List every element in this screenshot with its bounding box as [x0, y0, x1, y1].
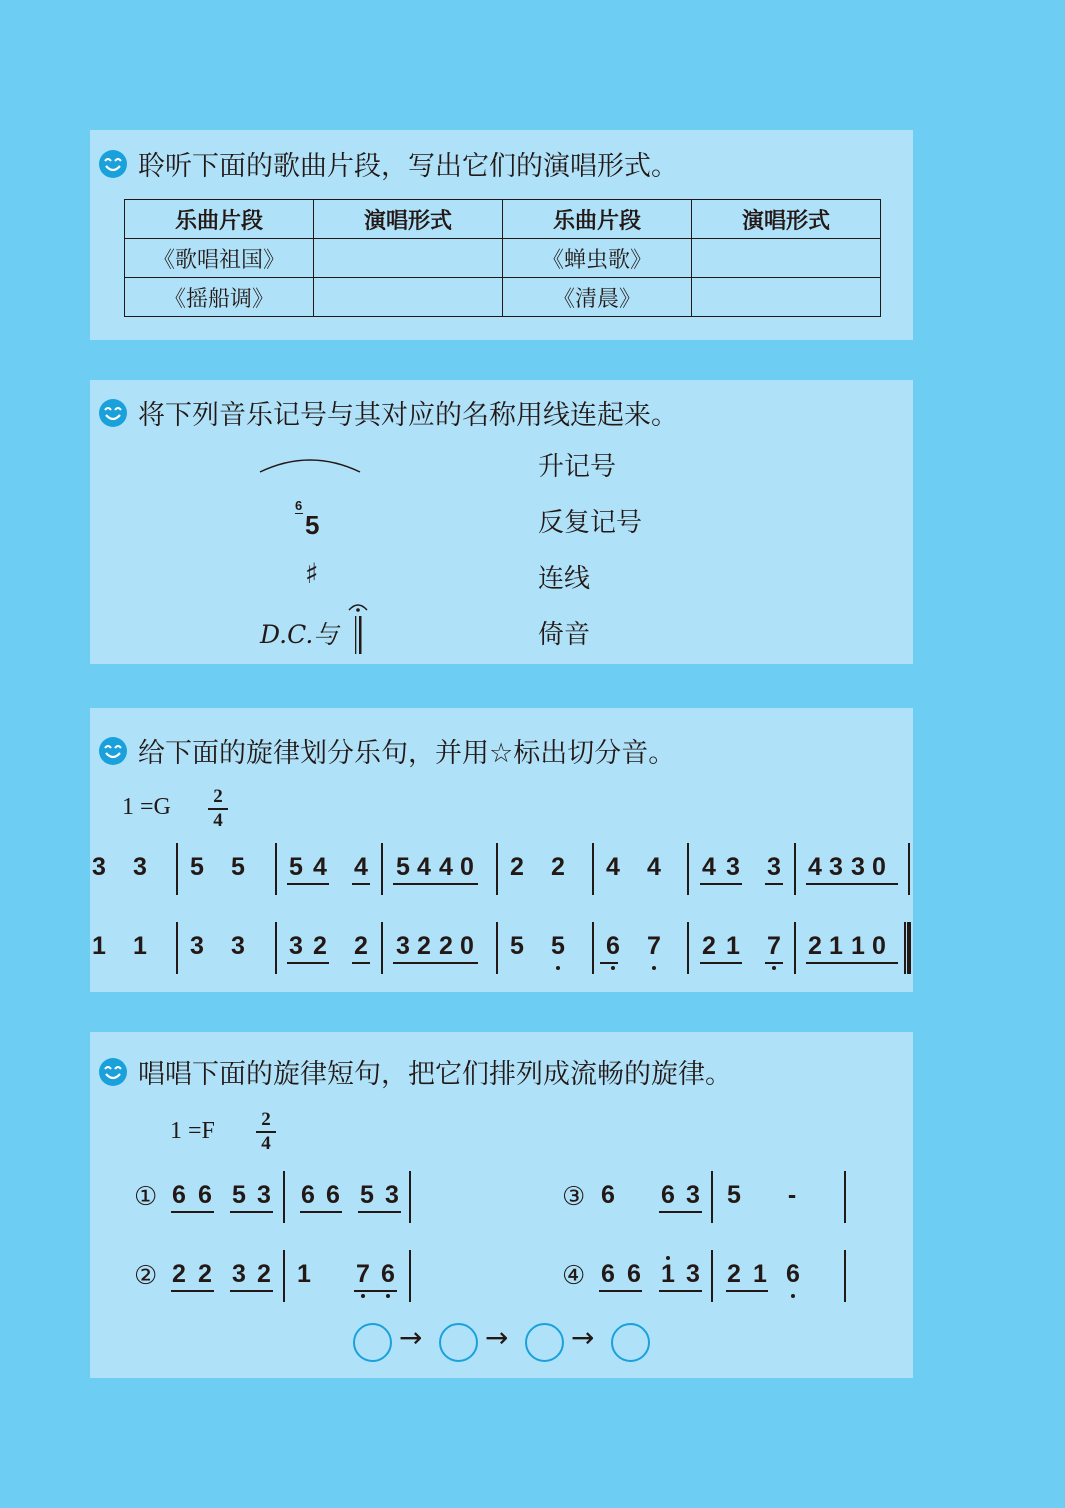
key-signature: 1 =G: [122, 794, 171, 820]
smiley-icon: [98, 149, 128, 179]
column-header: 乐曲片段: [125, 200, 314, 239]
note: 2: [198, 1260, 212, 1288]
octave-dot: [772, 966, 776, 970]
barline: [687, 922, 689, 974]
note: 4: [808, 853, 822, 881]
note: 6: [661, 1181, 675, 1209]
phrase-label-1: ①: [134, 1182, 158, 1212]
phrase-3: [90, 1171, 913, 1231]
note: 5: [190, 853, 204, 881]
note: 1: [753, 1260, 767, 1288]
smiley-icon: [98, 1057, 128, 1087]
note: 2: [257, 1260, 271, 1288]
title-text: 将下列音乐记号与其对应的名称用线连起来。: [138, 400, 678, 431]
note: 4: [354, 853, 368, 881]
song-cell: 《歌唱祖国》: [125, 239, 314, 278]
note: 2: [417, 932, 431, 960]
note: 2: [313, 932, 327, 960]
beam-line: [765, 883, 783, 885]
smiley-icon: [98, 398, 128, 428]
note: 5: [551, 932, 565, 960]
answer-circle-4[interactable]: [611, 1323, 650, 1362]
octave-dot: [652, 966, 656, 970]
note: 2: [551, 853, 565, 881]
title-text: 给下面的旋律划分乐句，并用☆标出切分音。: [138, 738, 676, 769]
sharp-symbol[interactable]: ♯: [305, 557, 319, 590]
section-ordering: [90, 1032, 913, 1378]
note: 4: [439, 853, 453, 881]
grace-note-main: 5: [305, 510, 320, 540]
note: 3: [231, 932, 245, 960]
title-text: 唱唱下面的旋律短句，把它们排列成流畅的旋律。: [138, 1059, 732, 1090]
melody-line-2: [90, 922, 913, 982]
beam-line: [765, 962, 783, 964]
note: 2: [439, 932, 453, 960]
note: 6: [198, 1181, 212, 1209]
barline: [275, 922, 277, 974]
phrase-label-4: ④: [562, 1261, 586, 1291]
grace-note-small: 6: [295, 498, 303, 513]
note: 6: [172, 1181, 186, 1209]
barline: [794, 922, 796, 974]
barline: [908, 843, 910, 895]
note: 1: [133, 932, 147, 960]
section-title: [98, 1052, 732, 1091]
note: 5: [727, 1181, 741, 1209]
barline: [711, 1171, 713, 1223]
time-signature: [208, 787, 228, 831]
note: 3: [289, 932, 303, 960]
phrase-label-2: ②: [134, 1261, 158, 1291]
beam-line: [600, 962, 618, 964]
note: 0: [460, 932, 474, 960]
note: 3: [133, 853, 147, 881]
note: 3: [686, 1181, 700, 1209]
note: 2: [808, 932, 822, 960]
note: 4: [313, 853, 327, 881]
note: 6: [606, 932, 620, 960]
note: 4: [417, 853, 431, 881]
beam-line: [700, 962, 742, 964]
octave-dot: [666, 1256, 670, 1260]
smiley-icon: [98, 736, 128, 766]
note: 3: [385, 1181, 399, 1209]
note: 5: [510, 932, 524, 960]
arrow-icon: →: [399, 1321, 423, 1354]
note: 3: [829, 853, 843, 881]
note: 1: [829, 932, 843, 960]
arrow-icon: →: [485, 1321, 509, 1354]
note: 4: [647, 853, 661, 881]
time-top: 2: [261, 1109, 271, 1130]
barline: [176, 922, 178, 974]
note: 4: [702, 853, 716, 881]
beam-line: [287, 962, 329, 964]
name-tie[interactable]: 连线: [538, 564, 591, 594]
time-bottom: 4: [213, 809, 223, 831]
note: 1: [92, 932, 106, 960]
name-repeat[interactable]: 反复记号: [538, 508, 643, 538]
answer-circle-3[interactable]: [525, 1323, 564, 1362]
section-phrasing: [90, 708, 913, 992]
table-row: [125, 278, 881, 317]
song-cell: 《清晨》: [503, 278, 692, 317]
note: 0: [460, 853, 474, 881]
beam-line: [599, 1290, 642, 1292]
section-matching: [90, 380, 913, 664]
note: 7: [647, 932, 661, 960]
answer-circle-2[interactable]: [439, 1323, 478, 1362]
note: 4: [606, 853, 620, 881]
song-cell: 《摇船调》: [125, 278, 314, 317]
note: 6: [601, 1260, 615, 1288]
note: 0: [872, 932, 886, 960]
barline: [496, 843, 498, 895]
note: 5: [396, 853, 410, 881]
note: 1: [297, 1260, 311, 1288]
table-header-row: [125, 200, 881, 239]
barline: [794, 843, 796, 895]
note: 3: [257, 1181, 271, 1209]
barline: [904, 922, 906, 974]
phrase-label-3: ③: [562, 1182, 586, 1212]
barline: [844, 1250, 846, 1302]
note: 1: [661, 1260, 675, 1288]
beam-line: [659, 1211, 702, 1213]
note: 6: [301, 1181, 315, 1209]
beam-line: [393, 962, 478, 964]
barline: [381, 843, 383, 895]
beam-line: [659, 1290, 702, 1292]
note: 3: [726, 853, 740, 881]
beam-line: [352, 962, 370, 964]
note: 7: [356, 1260, 370, 1288]
barline: [687, 843, 689, 895]
note: 3: [92, 853, 106, 881]
beam-line: [806, 883, 898, 885]
song-cell: 《蝉虫歌》: [503, 239, 692, 278]
answer-cell[interactable]: [314, 239, 503, 278]
title-text: 聆听下面的歌曲片段，写出它们的演唱形式。: [138, 151, 678, 182]
barline: [496, 922, 498, 974]
note: 5: [231, 853, 245, 881]
grace-note-underline: [295, 513, 303, 514]
time-top: 2: [213, 786, 223, 807]
beam-line: [700, 883, 742, 885]
note: 2: [354, 932, 368, 960]
barline: [592, 843, 594, 895]
dc-fermata-symbol[interactable]: [260, 598, 370, 660]
dc-text: D.C.与: [260, 620, 339, 649]
beam-line: [352, 883, 370, 885]
name-sharp[interactable]: 升记号: [538, 452, 617, 482]
note: 6: [627, 1260, 641, 1288]
answer-cell[interactable]: [692, 278, 881, 317]
grace-note-symbol[interactable]: [294, 498, 334, 542]
barline: [275, 843, 277, 895]
note: 6: [326, 1181, 340, 1209]
column-header: 演唱形式: [314, 200, 503, 239]
barline: [592, 922, 594, 974]
time-signature: [256, 1110, 276, 1154]
note: 2: [172, 1260, 186, 1288]
beam-line: [726, 1290, 768, 1292]
beam-line: [806, 962, 898, 964]
section-title: [98, 393, 678, 432]
note: 3: [232, 1260, 246, 1288]
note: 3: [190, 932, 204, 960]
time-bottom: 4: [261, 1132, 271, 1154]
phrase-4: [90, 1250, 913, 1310]
answer-cell[interactable]: [692, 239, 881, 278]
answer-cell[interactable]: [314, 278, 503, 317]
melody-line-1: [90, 843, 913, 903]
barline: [176, 843, 178, 895]
section-listening: [90, 130, 913, 340]
note: 6: [786, 1260, 800, 1288]
note: 5: [360, 1181, 374, 1209]
key-signature: 1 =F: [170, 1118, 215, 1144]
note: 5: [232, 1181, 246, 1209]
note: 6: [381, 1260, 395, 1288]
note: 3: [686, 1260, 700, 1288]
octave-dot: [791, 1294, 795, 1298]
note: 3: [851, 853, 865, 881]
note: 6: [601, 1181, 615, 1209]
barline: [711, 1250, 713, 1302]
song-table: [124, 199, 881, 317]
answer-circle-1[interactable]: [353, 1323, 392, 1362]
note: 5: [289, 853, 303, 881]
note: 0: [872, 853, 886, 881]
note: -: [787, 1181, 797, 1209]
octave-dot: [556, 966, 560, 970]
tie-symbol[interactable]: [258, 454, 362, 474]
column-header: 演唱形式: [692, 200, 881, 239]
note: 1: [851, 932, 865, 960]
section-title: [98, 731, 675, 770]
barline: [844, 1171, 846, 1223]
barline: [907, 922, 911, 974]
note: 2: [702, 932, 716, 960]
beam-line: [287, 883, 329, 885]
arrow-icon: →: [571, 1321, 595, 1354]
table-row: [125, 239, 881, 278]
fermata-barline-icon: [346, 600, 370, 658]
barline: [381, 922, 383, 974]
beam-line: [393, 883, 478, 885]
name-grace-note[interactable]: 倚音: [538, 620, 591, 650]
note: 2: [727, 1260, 741, 1288]
note: 1: [726, 932, 740, 960]
column-header: 乐曲片段: [503, 200, 692, 239]
note: 2: [510, 853, 524, 881]
octave-dot: [611, 966, 615, 970]
note: 3: [767, 853, 781, 881]
note: 3: [396, 932, 410, 960]
note: 7: [767, 932, 781, 960]
section-title: [98, 144, 678, 183]
